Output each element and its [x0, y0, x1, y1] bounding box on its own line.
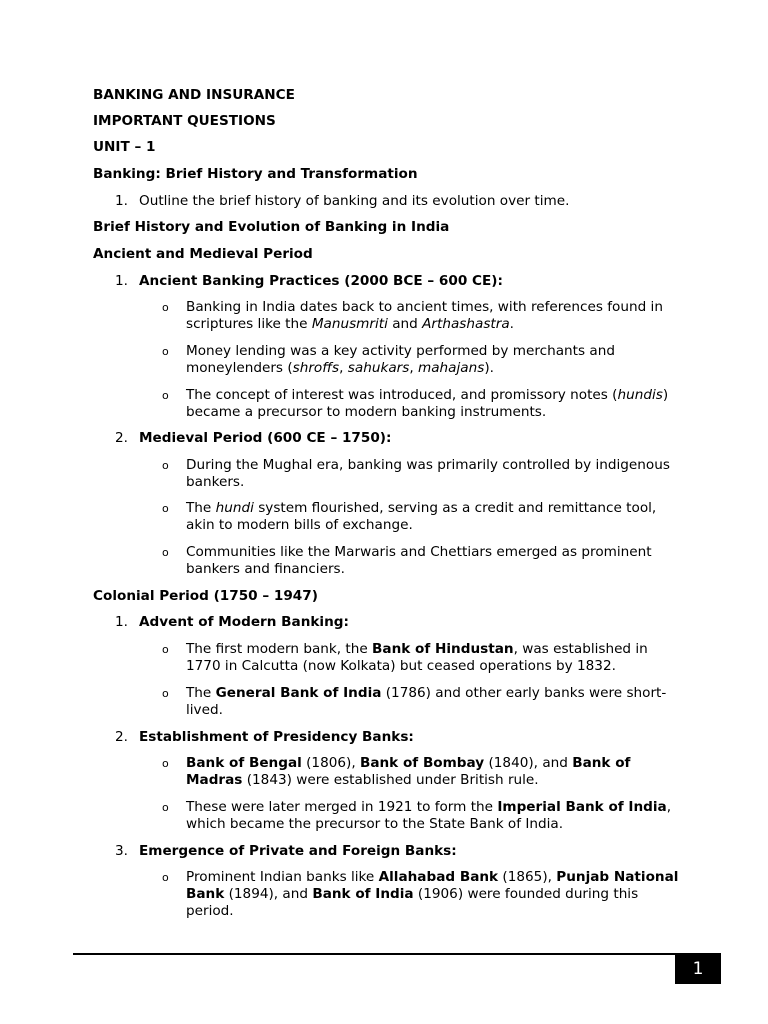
bullet-item: The hundi system flourished, serving as a credit and remittance tool, akin to modern bills of exchange.: [186, 500, 657, 534]
bullet-item: During the Mughal era, banking was primarily controlled by indigenous bankers.: [186, 457, 670, 491]
bullet-marker: o: [162, 687, 169, 700]
list-item-presidency-banks: [115, 729, 414, 746]
list-item-medieval-period: [115, 430, 391, 447]
bullet-item: Prominent Indian banks like Allahabad Bank (1865), Punjab National Bank (1894), and Bank of India (1906) were founded during this period.: [186, 869, 679, 920]
list-item-private-foreign-banks: [115, 843, 457, 860]
bullet-marker: o: [162, 345, 169, 358]
list-number: 2.: [115, 729, 128, 745]
bullet-marker: o: [162, 459, 169, 472]
list-item-title: Medieval Period (600 CE – 1750):: [139, 430, 392, 446]
page-number: 1: [675, 954, 721, 984]
bullet-item: Communities like the Marwaris and Chettiars emerged as prominent bankers and financiers.: [186, 544, 652, 578]
bullet-item: These were later merged in 1921 to form the Imperial Bank of India, which became the precursor to the State Bank of India.: [186, 799, 672, 833]
bullet-item: The first modern bank, the Bank of Hindustan, was established in 1770 in Calcutta (now Kolkata) but ceased operations by 1832.: [186, 641, 648, 675]
ancient-medieval-heading: Ancient and Medieval Period: [93, 246, 313, 262]
bullet-item: Banking in India dates back to ancient times, with references found in scriptures like the Manusmriti and Arthashastra.: [186, 299, 663, 333]
footer-rule: [73, 953, 721, 955]
bullet-marker: o: [162, 389, 169, 402]
bullet-marker: o: [162, 871, 169, 884]
bullet-marker: o: [162, 643, 169, 656]
list-number: 1.: [115, 614, 128, 630]
list-number: 1.: [115, 273, 128, 289]
topic-heading: Banking: Brief History and Transformation: [93, 166, 418, 182]
list-item-title: Emergence of Private and Foreign Banks:: [139, 843, 457, 859]
list-number: 3.: [115, 843, 128, 859]
list-number: 2.: [115, 430, 128, 446]
bullet-item: The concept of interest was introduced, and promissory notes (hundis) became a precursor to modern banking instruments.: [186, 387, 669, 421]
document-subtitle: IMPORTANT QUESTIONS: [93, 113, 276, 129]
list-item-title: Establishment of Presidency Banks:: [139, 729, 414, 745]
question-item: [115, 193, 569, 210]
bullet-item: Money lending was a key activity performed by merchants and moneylenders (shroffs, sahukars, mahajans).: [186, 343, 615, 377]
colonial-period-heading: Colonial Period (1750 – 1947): [93, 588, 318, 604]
bullet-item: Bank of Bengal (1806), Bank of Bombay (1840), and Bank of Madras (1843) were established under British rule.: [186, 755, 631, 789]
question-number: 1.: [115, 193, 128, 209]
list-item-title: Ancient Banking Practices (2000 BCE – 600 CE):: [139, 273, 503, 289]
bullet-marker: o: [162, 502, 169, 515]
list-item-ancient-banking: [115, 273, 503, 290]
bullet-marker: o: [162, 757, 169, 770]
bullet-marker: o: [162, 301, 169, 314]
document-title: BANKING AND INSURANCE: [93, 87, 295, 103]
unit-label: UNIT – 1: [93, 139, 156, 155]
list-item-modern-banking: [115, 614, 349, 631]
bullet-marker: o: [162, 801, 169, 814]
bullet-item: The General Bank of India (1786) and other early banks were short-lived.: [186, 685, 667, 719]
bullet-marker: o: [162, 546, 169, 559]
list-item-title: Advent of Modern Banking:: [139, 614, 349, 630]
section-title: Brief History and Evolution of Banking in India: [93, 219, 450, 235]
question-text: Outline the brief history of banking and its evolution over time.: [139, 193, 570, 209]
